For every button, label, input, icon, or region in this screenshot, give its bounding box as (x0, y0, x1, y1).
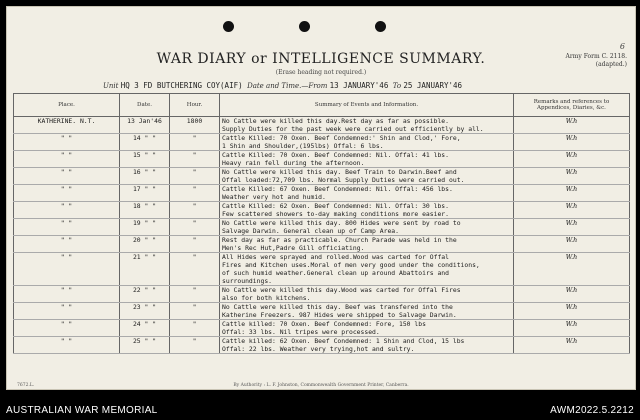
summary-line: Cattle killed: 62 Oxen. Beef Condemned: 1 Shin and Clod, 15 lbs (222, 337, 465, 345)
entry-initials: W.h (514, 117, 630, 134)
unit-label: Unit (103, 82, 119, 90)
entry-hour: " (170, 236, 220, 253)
entry-initials: W.h (514, 286, 630, 303)
entry-hour: " (170, 219, 220, 236)
entry-summary (220, 117, 514, 134)
entry-initials: W.h (514, 236, 630, 253)
entry-place: " " (14, 320, 120, 337)
summary-line: No Cattle were killed this day. Beef Train to Darwin.Beef and (222, 168, 457, 176)
summary-line: Salvage Darwin. General clean up of Camp Area. (222, 227, 399, 235)
archive-name: AUSTRALIAN WAR MEMORIAL (6, 405, 158, 416)
date-from: 13 JANUARY'46 (329, 81, 389, 90)
diary-page (6, 6, 636, 390)
diary-row (14, 286, 630, 303)
summary-line: 1 Shin and Shoulder,(195lbs) Offal: 6 lbs. (222, 142, 384, 150)
entry-place: " " (14, 219, 120, 236)
entry-date: 23 " " (120, 303, 170, 320)
diary-table (13, 93, 630, 354)
entry-summary (220, 185, 514, 202)
entry-initials: W.h (514, 151, 630, 168)
summary-line: Katherine Freezers. 987 Hides were shipped to Salvage Darwin. (222, 311, 457, 319)
punch-hole (223, 21, 234, 32)
entry-hour: 1800 (170, 117, 220, 134)
army-form-mark: 6 (619, 42, 625, 51)
page-subtitle: (Erase heading not required.) (275, 69, 367, 76)
entry-summary (220, 168, 514, 185)
entry-date: 22 " " (120, 286, 170, 303)
diary-row (14, 320, 630, 337)
date-label: Date and Time.—From (247, 82, 328, 90)
entry-date: 19 " " (120, 219, 170, 236)
col-header-hour: Hour. (170, 94, 220, 117)
diary-row (14, 337, 630, 354)
entry-place: " " (14, 202, 120, 219)
entry-hour: " (170, 134, 220, 151)
entry-summary (220, 286, 514, 303)
col-header-date: Date. (120, 94, 170, 117)
entry-hour: " (170, 286, 220, 303)
diary-row (14, 219, 630, 236)
entry-summary (220, 253, 514, 286)
unit-line (103, 81, 462, 90)
summary-line: Cattle Killed: 67 Oxen. Beef Condemned: Nil. Offal: 456 lbs. (222, 185, 453, 193)
diary-row (14, 185, 630, 202)
entry-date: 25 " " (120, 337, 170, 354)
punch-hole (299, 21, 310, 32)
summary-line: No Cattle were killed this day.Wood was carted for Offal Fires (222, 286, 461, 294)
summary-line: Cattle Killed: 70 Oxen. Beef Condemned: Nil. Offal: 41 lbs. (222, 151, 450, 159)
summary-line: Cattle Killed: 62 Oxen. Beef Condemned: Nil. Offal: 30 lbs. (222, 202, 450, 210)
entry-date: 18 " " (120, 202, 170, 219)
entry-hour: " (170, 253, 220, 286)
entry-hour: " (170, 320, 220, 337)
entry-date: 16 " " (120, 168, 170, 185)
footer-code: 7672.L. (17, 383, 35, 388)
entry-summary (220, 134, 514, 151)
entry-date: 21 " " (120, 253, 170, 286)
entry-initials: W.h (514, 337, 630, 354)
diary-row (14, 202, 630, 219)
summary-line: Few scattered showers to-day making conditions more easier. (222, 210, 450, 218)
entry-place: KATHERINE. N.T. (14, 117, 120, 134)
entry-date: 17 " " (120, 185, 170, 202)
entry-hour: " (170, 151, 220, 168)
diary-body (14, 117, 630, 354)
diary-row (14, 303, 630, 320)
entry-place: " " (14, 134, 120, 151)
entry-date: 24 " " (120, 320, 170, 337)
summary-line: No Cattle were killed this day. 800 Hides were sent by road to (222, 219, 461, 227)
unit-value: HQ 3 FD BUTCHERING COY(AIF) (120, 81, 243, 90)
summary-line: All Hides were sprayed and rolled.Wood was carted for Offal (222, 253, 450, 261)
entry-date: 15 " " (120, 151, 170, 168)
entry-initials: W.h (514, 134, 630, 151)
summary-line: also for both kitchens. (222, 294, 311, 302)
summary-line: Heavy rain fell during the afternoon. (222, 159, 365, 167)
col-header-summary: Summary of Events and Information. (220, 94, 514, 117)
entry-initials: W.h (514, 320, 630, 337)
entry-summary (220, 320, 514, 337)
summary-line: Offal loaded:72,709 lbs. Normal Supply Duties were carried out. (222, 176, 465, 184)
summary-line: Cattle Killed: 70 Oxen. Beef Condemned:' Shin and Clod,' Fore, (222, 134, 461, 142)
archive-reference: AWM2022.5.2212 (550, 405, 634, 416)
entry-hour: " (170, 185, 220, 202)
page-title: WAR DIARY or INTELLIGENCE SUMMARY. (156, 51, 486, 67)
summary-line: Fires and Kitchen uses.Moral of men very good under the conditions, (222, 261, 480, 269)
entry-place: " " (14, 303, 120, 320)
punch-hole (375, 21, 386, 32)
entry-date: 13 Jan'46 (120, 117, 170, 134)
footer-printer: By Authority : L. F. Johnston, Commonwealth Government Printer, Canberra. (233, 383, 409, 388)
entry-initials: W.h (514, 253, 630, 286)
entry-initials: W.h (514, 219, 630, 236)
summary-line: Weather very hot and humid. (222, 193, 326, 201)
col-header-place: Place. (14, 94, 120, 117)
entry-hour: " (170, 303, 220, 320)
diary-row (14, 117, 630, 134)
entry-hour: " (170, 168, 220, 185)
summary-line: Rest day as far as practicable. Church Parade was held in the (222, 236, 457, 244)
entry-summary (220, 303, 514, 320)
entry-summary (220, 236, 514, 253)
entry-hour: " (170, 202, 220, 219)
entry-initials: W.h (514, 202, 630, 219)
date-to: 25 JANUARY'46 (403, 81, 463, 90)
summary-line: No Cattle were killed this day.Rest day as far as possible. (222, 117, 450, 125)
summary-line: of such humid weather.General clean up around Abattoirs and (222, 269, 450, 277)
summary-line: Offal: 22 lbs. Weather very trying,hot and sultry. (222, 345, 415, 353)
entry-place: " " (14, 168, 120, 185)
diary-row (14, 151, 630, 168)
entry-summary (220, 337, 514, 354)
entry-summary (220, 202, 514, 219)
diary-row (14, 134, 630, 151)
diary-row (14, 253, 630, 286)
summary-line: surroundings. (222, 277, 273, 285)
col-header-remarks: Remarks and references to Appendices, Diaries, &c. (514, 94, 630, 117)
diary-row (14, 236, 630, 253)
entry-initials: W.h (514, 303, 630, 320)
entry-hour: " (170, 337, 220, 354)
entry-date: 14 " " (120, 134, 170, 151)
entry-place: " " (14, 236, 120, 253)
army-form-note: (adapted.) (595, 61, 627, 68)
entry-place: " " (14, 337, 120, 354)
summary-line: Cattle killed: 70 Oxen. Beef Condemned: Fore, 150 lbs (222, 320, 426, 328)
summary-line: Offal: 33 lbs. Nil tripes were processed. (222, 328, 380, 336)
entry-place: " " (14, 286, 120, 303)
summary-line: Supply Duties for the past week were carried out efficiently by all. (222, 125, 484, 133)
diary-row (14, 168, 630, 185)
entry-initials: W.h (514, 185, 630, 202)
to-label: To (392, 82, 402, 90)
army-form-label (565, 42, 627, 69)
entry-date: 20 " " (120, 236, 170, 253)
summary-line: Men's Rec Hut,Padre Gill officiating. (222, 244, 365, 252)
entry-initials: W.h (514, 168, 630, 185)
entry-place: " " (14, 253, 120, 286)
army-form-number: Army Form C. 2118. (565, 53, 627, 60)
entry-place: " " (14, 151, 120, 168)
summary-line: No Cattle were killed this day. Beef was transfered into the (222, 303, 453, 311)
entry-summary (220, 151, 514, 168)
entry-summary (220, 219, 514, 236)
entry-place: " " (14, 185, 120, 202)
